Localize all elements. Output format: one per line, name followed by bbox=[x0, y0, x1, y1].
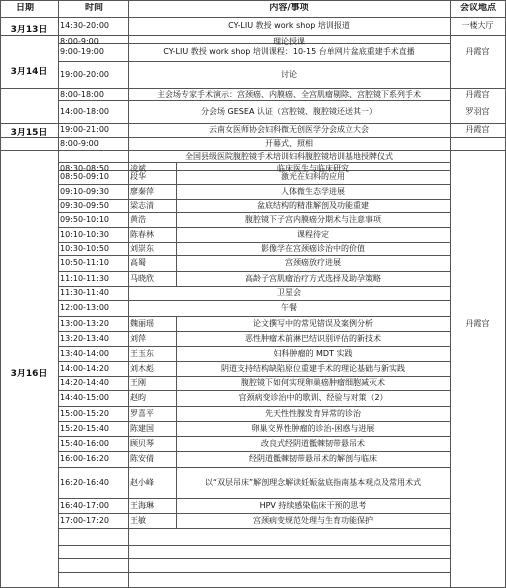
row-time: 09:30-09:50 bbox=[60, 201, 109, 210]
row-time: 14:00-14:20 bbox=[60, 364, 109, 373]
row-speaker: 赵昀 bbox=[130, 393, 146, 402]
row-time: 10:30-10:50 bbox=[60, 244, 109, 253]
row-time: 13:20-13:40 bbox=[60, 334, 109, 343]
row-content: 经阴道骶棘韧带悬吊术的解剖与临床 bbox=[249, 454, 377, 463]
table-rule-h bbox=[58, 436, 450, 437]
row-time: 14:30-20:00 bbox=[60, 21, 109, 30]
table-rule-v bbox=[176, 212, 177, 227]
table-rule-h bbox=[58, 100, 450, 101]
row-speaker: 刘萍 bbox=[130, 334, 146, 343]
header-content: 内容/事项 bbox=[269, 3, 309, 13]
row-venue: 丹霞宫 bbox=[465, 90, 490, 99]
table-rule-h bbox=[58, 545, 450, 546]
table-rule-h bbox=[58, 346, 450, 347]
table-rule-v bbox=[176, 170, 177, 184]
row-speaker: 廖秦萍 bbox=[130, 187, 154, 196]
row-time: 19:00-21:00 bbox=[60, 125, 109, 134]
row-speaker: 马晓欣 bbox=[130, 274, 154, 283]
table-rule-h bbox=[58, 227, 450, 228]
table-rule-h bbox=[58, 271, 450, 272]
table-rule-v bbox=[176, 390, 177, 406]
table-rule-h bbox=[0, 0, 506, 1]
row-venue: 丹霞宫 bbox=[465, 319, 490, 328]
row-speaker: 罗喜平 bbox=[130, 409, 154, 418]
table-rule-h bbox=[58, 451, 450, 452]
table-rule-h bbox=[58, 331, 450, 332]
row-content: 卫星会 bbox=[277, 288, 301, 297]
row-speaker: 王敏 bbox=[130, 516, 146, 525]
table-rule-h bbox=[58, 17, 450, 18]
table-rule-h bbox=[58, 361, 450, 362]
date-day-2: 3月14日 bbox=[10, 67, 48, 77]
row-content: 开幕式、照相 bbox=[265, 139, 313, 148]
row-time: 09:10-09:30 bbox=[60, 187, 109, 196]
row-speaker: 魏丽瑶 bbox=[130, 319, 154, 328]
date-day-1: 3月13日 bbox=[10, 25, 48, 35]
row-time: 10:50-11:10 bbox=[60, 258, 109, 267]
row-speaker: 凌斌 bbox=[130, 164, 146, 173]
row-time: 13:00-13:20 bbox=[60, 319, 109, 328]
table-rule-v bbox=[176, 227, 177, 242]
row-content: 主会场专家手术演示：宫颈癌、内膜癌、全宫肌瘤剔除、宫腔镜下系列手术 bbox=[157, 90, 421, 99]
row-time: 15:20-15:40 bbox=[60, 424, 109, 433]
row-content: 分会场 GESEA 认证（宫腔镜、腹腔镜还送其一） bbox=[201, 107, 377, 116]
row-time bbox=[60, 151, 126, 162]
table-rule-h bbox=[58, 406, 450, 407]
table-rule-h bbox=[58, 212, 450, 213]
table-rule-h bbox=[58, 316, 450, 317]
row-content: 腹腔镜下如何实现卵巢癌肿瘤细胞减灭术 bbox=[241, 378, 385, 387]
table-rule-v bbox=[176, 242, 177, 255]
row-speaker: 陈春林 bbox=[130, 230, 154, 239]
row-content: 全国县级医院腹腔镜手术培训妇科腹腔镜培训基地授牌仪式 bbox=[185, 152, 393, 161]
row-time: 17:00-17:20 bbox=[60, 516, 109, 525]
row-time: 8:00-9:00 bbox=[60, 37, 99, 46]
table-rule-v bbox=[176, 406, 177, 421]
row-venue: 丹霞宫 bbox=[465, 47, 490, 56]
row-speaker: 陈安倩 bbox=[130, 454, 154, 463]
table-rule-v bbox=[176, 421, 177, 436]
row-content: 高龄子宫肌瘤治疗方式选择及助孕策略 bbox=[245, 274, 381, 283]
table-rule-v bbox=[176, 346, 177, 361]
date-day-4: 3月16日 bbox=[10, 369, 48, 379]
table-rule-v bbox=[176, 162, 177, 170]
table-rule-v bbox=[176, 316, 177, 331]
table-rule-h bbox=[58, 572, 450, 573]
row-time: 13:40-14:00 bbox=[60, 349, 109, 358]
row-content: 理论授课 bbox=[273, 37, 305, 46]
row-content: 讨论 bbox=[281, 70, 297, 79]
row-speaker: 陈建国 bbox=[130, 424, 154, 433]
row-time: 08:50-09:10 bbox=[60, 172, 109, 181]
row-content: 人体微生态学进展 bbox=[281, 187, 345, 196]
row-speaker: 王刚 bbox=[130, 378, 146, 387]
row-time: 11:30-11:40 bbox=[60, 288, 109, 297]
table-rule-h bbox=[58, 390, 450, 391]
row-content: 宫颈病变规范处理与生育功能保护 bbox=[253, 516, 373, 525]
table-rule-h bbox=[58, 61, 450, 62]
row-time: 9:00-19:00 bbox=[60, 47, 104, 56]
row-content: HPV 持续感染临床干预的思考 bbox=[259, 501, 367, 510]
row-time: 14:40-15:00 bbox=[60, 393, 109, 402]
row-content: 课程待定 bbox=[297, 230, 329, 239]
table-rule-v bbox=[176, 361, 177, 376]
row-time: 15:40-16:00 bbox=[60, 439, 109, 448]
row-content: 午餐 bbox=[281, 303, 297, 312]
table-rule-h bbox=[58, 255, 450, 256]
header-time: 时间 bbox=[84, 3, 103, 13]
table-rule-h bbox=[58, 421, 450, 422]
row-content: 盆底结构的精准解剖及功能重建 bbox=[257, 201, 369, 210]
row-content: 恶性肿瘤术前淋巴结识别评估的新技术 bbox=[245, 334, 381, 343]
row-speaker: 梁志清 bbox=[130, 201, 154, 210]
table-rule-h bbox=[58, 558, 450, 559]
table-rule-v bbox=[176, 199, 177, 212]
row-time: 08:30-08:50 bbox=[60, 164, 109, 173]
row-time: 16:40-17:00 bbox=[60, 501, 109, 510]
row-speaker: 刘崇东 bbox=[130, 244, 154, 253]
table-rule-h bbox=[58, 184, 450, 185]
table-rule-v bbox=[176, 436, 177, 451]
table-rule-v bbox=[176, 376, 177, 390]
row-time: 19:00-20:00 bbox=[60, 70, 109, 79]
table-rule-h bbox=[58, 300, 450, 301]
row-content: 以“双层吊床”解剖理念解读妊娠盆底指南基本观点及常用术式 bbox=[204, 478, 422, 487]
row-content: 激光在妇科的应用 bbox=[281, 172, 345, 181]
table-rule-h bbox=[58, 498, 450, 499]
row-speaker: 赵小峰 bbox=[130, 478, 154, 487]
row-content: 卵巢交界性肿瘤的诊治-困惑与进展 bbox=[251, 424, 375, 433]
row-content: CY-LIU 教授 work shop 培训课程：10-15 台单网片盆底重建手术直播 bbox=[163, 47, 415, 56]
row-time: 15:00-15:20 bbox=[60, 409, 109, 418]
row-content: CY-LIU 教授 work shop 培训报道 bbox=[228, 21, 350, 30]
row-speaker: 高蜀 bbox=[130, 258, 146, 267]
row-content: 改良式经阴道骶棘韧带悬吊术 bbox=[261, 439, 365, 448]
table-rule-v bbox=[176, 498, 177, 513]
row-speaker: 王海琳 bbox=[130, 501, 154, 510]
table-rule-v bbox=[176, 255, 177, 271]
row-speaker: 王玉东 bbox=[130, 349, 154, 358]
row-content: 影像学在宫颈癌诊治中的价值 bbox=[261, 244, 365, 253]
row-time: 8:00-18:00 bbox=[60, 90, 104, 99]
table-rule-v bbox=[176, 271, 177, 286]
row-content: 腹腔镜下子宫内膜癌分期术与注意事项 bbox=[245, 215, 381, 224]
table-rule-h bbox=[58, 467, 450, 468]
row-speaker: 段华 bbox=[130, 172, 146, 181]
header-venue: 会议地点 bbox=[459, 3, 496, 13]
table-rule-v bbox=[176, 513, 177, 528]
row-time: 16:00-16:20 bbox=[60, 454, 109, 463]
row-content: 宫颈癌放疗进展 bbox=[285, 258, 341, 267]
row-content: 临床医生与临床研究 bbox=[277, 164, 349, 173]
row-time: 12:00-13:00 bbox=[60, 303, 109, 312]
row-content: 妇科肿瘤的 MDT 实践 bbox=[273, 349, 353, 358]
table-rule-h bbox=[58, 528, 450, 529]
row-content: 先天性性腺发育异常的诊治 bbox=[265, 409, 361, 418]
row-venue: 罗羽宫 bbox=[465, 107, 490, 116]
table-rule-v bbox=[176, 451, 177, 467]
row-time: 14:20-14:40 bbox=[60, 378, 109, 387]
row-speaker: 顾贝琴 bbox=[130, 439, 154, 448]
row-content: 云南女医师协会妇科微无创医学分会成立大会 bbox=[209, 125, 369, 134]
row-content: 宫颈病变诊治中的歌训、经验与对策（2） bbox=[238, 393, 388, 402]
row-time: 10:10-10:30 bbox=[60, 230, 109, 239]
row-venue: 丹霞宫 bbox=[465, 125, 490, 134]
table-rule-h bbox=[58, 513, 450, 514]
row-time: 14:00-18:00 bbox=[60, 107, 109, 116]
row-speaker: 刘木彪 bbox=[130, 364, 154, 373]
row-time: 8:00-9:00 bbox=[60, 139, 99, 148]
date-day-3: 3月15日 bbox=[10, 128, 48, 138]
row-content: 阴道支持结构缺陷原位重建手术的理论基础与新实践 bbox=[221, 364, 405, 373]
table-rule-v bbox=[176, 467, 177, 498]
row-time: 11:10-11:30 bbox=[60, 274, 109, 283]
row-time: 09:50-10:10 bbox=[60, 215, 109, 224]
row-speaker: 黄浩 bbox=[130, 215, 146, 224]
header-date: 日期 bbox=[15, 3, 34, 13]
row-venue: 一楼大厅 bbox=[461, 21, 494, 30]
table-rule-v bbox=[176, 184, 177, 199]
row-content: 论文撰写中的常见错误及案例分析 bbox=[253, 319, 373, 328]
table-rule-v bbox=[176, 331, 177, 346]
row-time: 16:20-16:40 bbox=[60, 478, 109, 487]
